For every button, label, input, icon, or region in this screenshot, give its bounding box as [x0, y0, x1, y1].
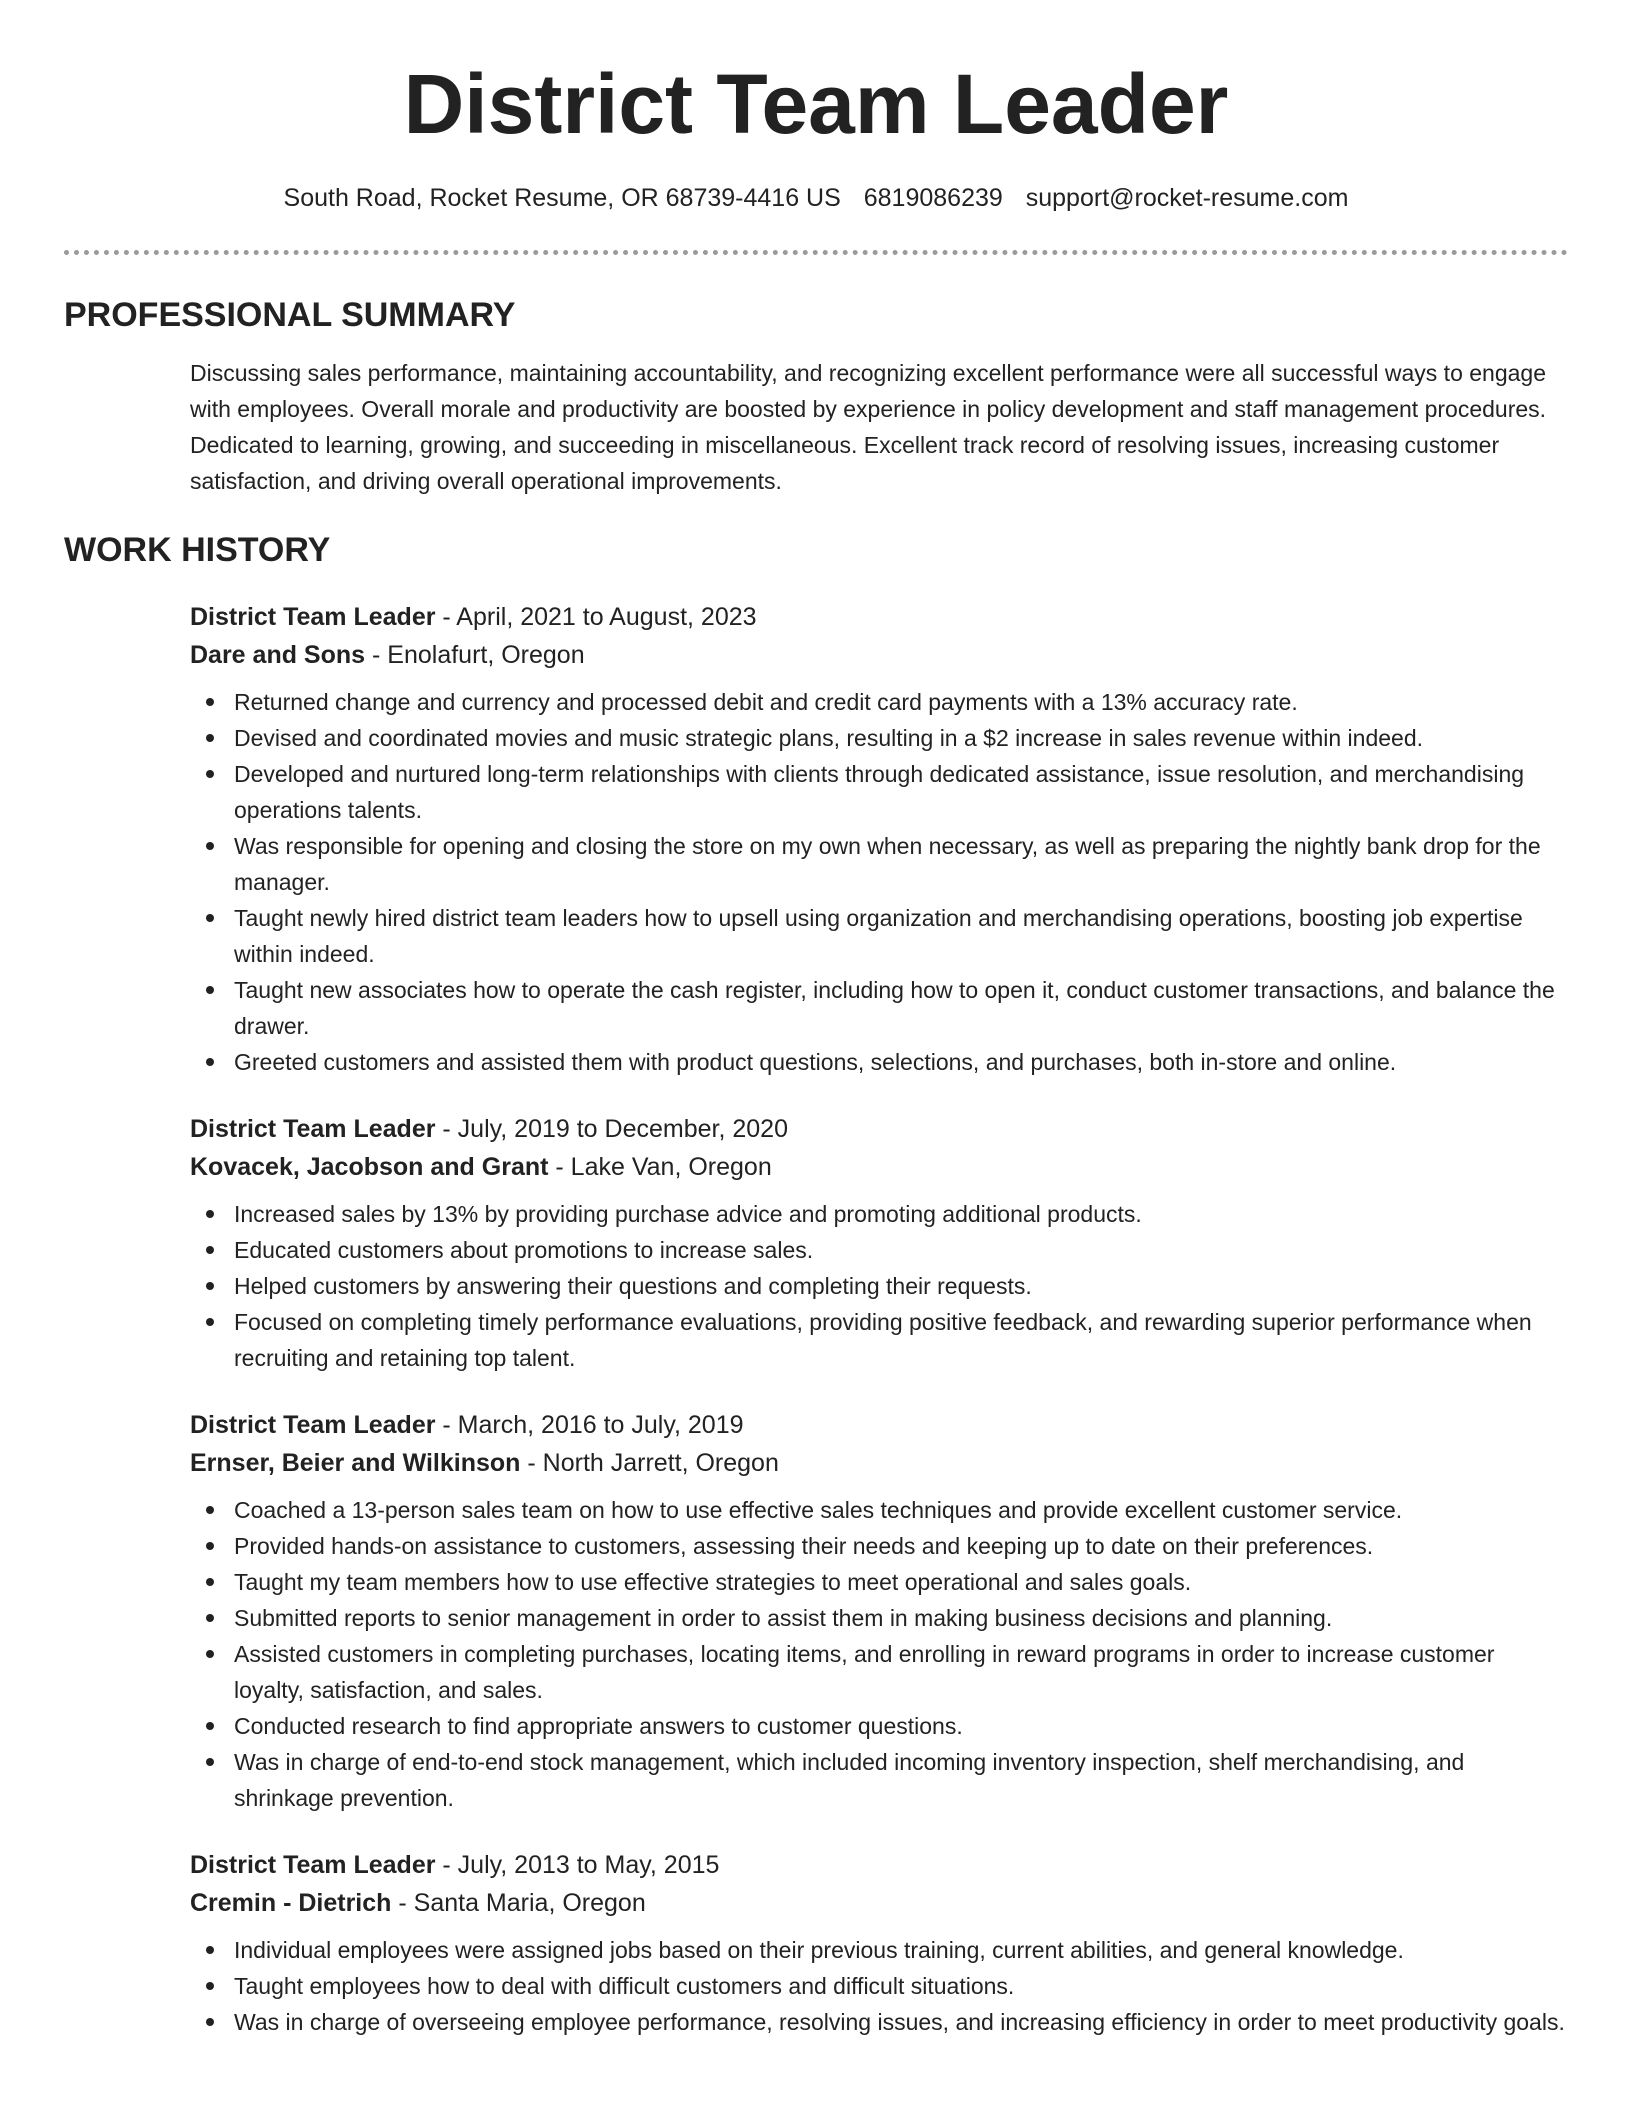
job-bullets: [190, 1196, 1568, 1376]
section-title-summary: PROFESSIONAL SUMMARY: [64, 296, 516, 334]
contact-email: support@rocket-resume.com: [1025, 184, 1349, 212]
job-bullet: Was responsible for opening and closing the store on my own when necessary, as well as preparing the nightly bank drop for the manager.: [234, 828, 1568, 900]
job-bullet: Conducted research to find appropriate answers to customer questions.: [234, 1708, 1568, 1744]
job-company-line: [190, 1884, 1568, 1922]
job-bullet: Coached a 13-person sales team on how to use effective sales techniques and provide excellent customer service.: [234, 1492, 1568, 1528]
job-bullet: Submitted reports to senior management in order to assist them in making business decisions and planning.: [234, 1600, 1568, 1636]
job-location: - Lake Van, Oregon: [548, 1153, 772, 1181]
job-entry: [190, 1406, 1568, 1816]
job-bullet: Taught my team members how to use effective strategies to meet operational and sales goals.: [234, 1564, 1568, 1600]
job-title-line: [190, 1406, 1568, 1444]
job-company-line: [190, 1148, 1568, 1186]
job-company: Dare and Sons: [190, 641, 366, 669]
work-history-section: [64, 528, 1568, 2040]
job-company: Cremin - Dietrich: [190, 1889, 392, 1917]
header-divider: [64, 250, 1568, 255]
job-title-line: [190, 1110, 1568, 1148]
job-dates: - April, 2021 to August, 2023: [435, 603, 757, 631]
job-bullet: Taught employees how to deal with difficult customers and difficult situations.: [234, 1968, 1568, 2004]
job-location: - Enolafurt, Oregon: [365, 641, 585, 669]
job-bullet: Returned change and currency and processed debit and credit card payments with a 13% accuracy rate.: [234, 684, 1568, 720]
job-entry: [190, 1110, 1568, 1376]
job-company: Kovacek, Jacobson and Grant: [190, 1153, 549, 1181]
section-title-work-history: WORK HISTORY: [64, 531, 331, 569]
job-bullet: Educated customers about promotions to increase sales.: [234, 1232, 1568, 1268]
job-role: District Team Leader: [190, 1411, 436, 1439]
job-bullet: Devised and coordinated movies and music strategic plans, resulting in a $2 increase in sales revenue within indeed.: [234, 720, 1568, 756]
job-location: - North Jarrett, Oregon: [520, 1449, 779, 1477]
job-bullet: Greeted customers and assisted them with product questions, selections, and purchases, both in-store and online.: [234, 1044, 1568, 1080]
job-bullets: [190, 1932, 1568, 2040]
summary-text: Discussing sales performance, maintaining accountability, and recognizing excellent performance were all successful ways to engage with employees. Overall morale and productivity are boosted by experience in policy development and staff management procedures. Dedicated to learning, growing, and succeeding in miscellaneous. Excellent track record of resolving issues, increasing customer satisfaction, and driving overall operational improvements.: [190, 360, 1547, 494]
job-bullet: Was in charge of overseeing employee performance, resolving issues, and increasing efficiency in order to meet productivity goals.: [234, 2004, 1568, 2040]
job-bullet: Was in charge of end-to-end stock management, which included incoming inventory inspection, shelf merchandising, and shrinkage prevention.: [234, 1744, 1568, 1816]
job-title-line: [190, 598, 1568, 636]
job-bullet: Assisted customers in completing purchases, locating items, and enrolling in reward programs in order to increase customer loyalty, satisfaction, and sales.: [234, 1636, 1568, 1708]
job-bullet: Taught new associates how to operate the cash register, including how to open it, conduct customer transactions, and balance the drawer.: [234, 972, 1568, 1044]
job-company-line: [190, 1444, 1568, 1482]
job-role: District Team Leader: [190, 1851, 436, 1879]
job-bullets: [190, 1492, 1568, 1816]
job-company-line: [190, 636, 1568, 674]
contact-address: South Road, Rocket Resume, OR 68739-4416 US: [283, 184, 841, 212]
job-bullet: Helped customers by answering their questions and completing their requests.: [234, 1268, 1568, 1304]
summary-section: [64, 293, 1568, 499]
job-bullets: [190, 684, 1568, 1080]
job-company: Ernser, Beier and Wilkinson: [190, 1449, 521, 1477]
job-title-line: [190, 1846, 1568, 1884]
contact-line: [0, 180, 1632, 216]
job-dates: - March, 2016 to July, 2019: [435, 1411, 744, 1439]
job-bullet: Provided hands-on assistance to customers, assessing their needs and keeping up to date on their preferences.: [234, 1528, 1568, 1564]
job-bullet: Individual employees were assigned jobs based on their previous training, current abilities, and general knowledge.: [234, 1932, 1568, 1968]
job-bullet: Taught newly hired district team leaders how to upsell using organization and merchandising operations, boosting job expertise within indeed.: [234, 900, 1568, 972]
contact-phone: 6819086239: [863, 184, 1003, 212]
resume-name: District Team Leader: [403, 57, 1229, 151]
job-bullet: Increased sales by 13% by providing purchase advice and promoting additional products.: [234, 1196, 1568, 1232]
job-role: District Team Leader: [190, 1115, 436, 1143]
job-role: District Team Leader: [190, 603, 436, 631]
job-dates: - July, 2019 to December, 2020: [435, 1115, 788, 1143]
job-bullet: Developed and nurtured long-term relationships with clients through dedicated assistance, issue resolution, and merchandising operations talents.: [234, 756, 1568, 828]
job-location: - Santa Maria, Oregon: [391, 1889, 646, 1917]
job-entry: [190, 1846, 1568, 2040]
job-dates: - July, 2013 to May, 2015: [435, 1851, 720, 1879]
job-bullet: Focused on completing timely performance evaluations, providing positive feedback, and rewarding superior performance when recruiting and retaining top talent.: [234, 1304, 1568, 1376]
job-entry: [190, 598, 1568, 1080]
